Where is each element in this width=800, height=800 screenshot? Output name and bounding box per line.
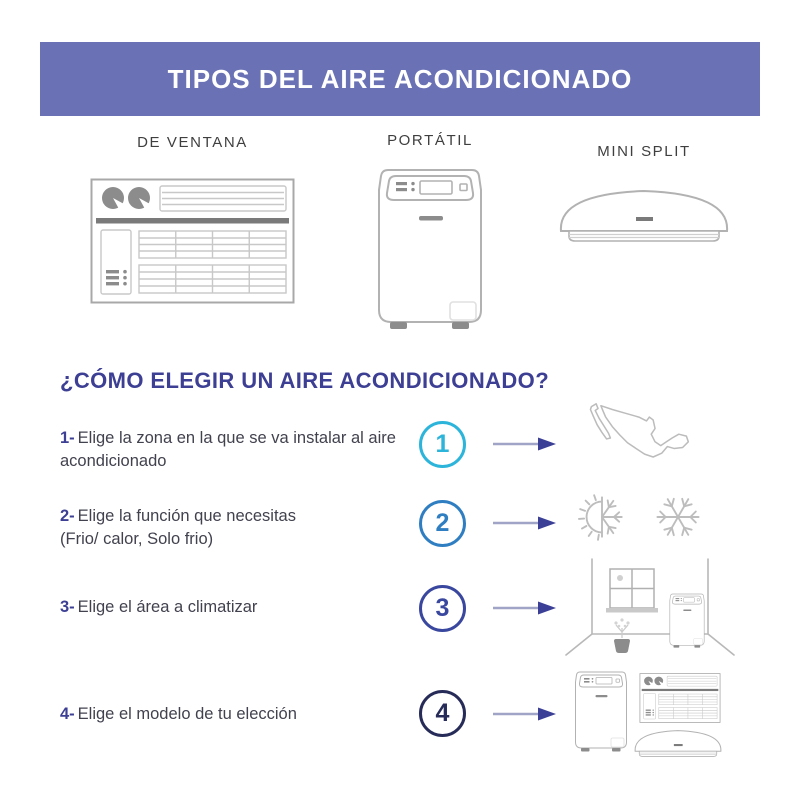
sun-snowflake-icon (572, 487, 632, 547)
portable-ac-icon (374, 164, 486, 336)
step-number: 2 (435, 509, 450, 537)
mexico-map-icon (578, 400, 696, 476)
step-3-text (60, 596, 432, 619)
label-mini-split: MINI SPLIT (597, 143, 691, 160)
label-de-ventana: DE VENTANA (137, 134, 248, 151)
step-3-badge (419, 585, 466, 632)
step-text-line (60, 505, 432, 528)
step-4-badge (419, 690, 466, 737)
snowflake-icon (648, 487, 708, 547)
step-text-line (60, 450, 432, 473)
guide-heading: ¿CÓMO ELEGIR UN AIRE ACONDICIONADO? (60, 368, 550, 393)
step-1-text (60, 427, 432, 473)
arrow-right-icon (492, 515, 558, 531)
window-ac-icon (90, 178, 295, 304)
page-title: TIPOS DEL AIRE ACONDICIONADO (167, 63, 633, 94)
step-text-part: (Frio/ calor, Solo frio) (60, 530, 214, 548)
step-3-number-label: 3- (60, 598, 75, 616)
title-banner (40, 42, 760, 116)
step-text-part: Elige el área a climatizar (77, 598, 258, 616)
step-2-text (60, 505, 432, 551)
function-icons (572, 487, 708, 547)
step-number: 1 (435, 430, 450, 458)
step-text-line (60, 528, 432, 551)
step-text-line (60, 427, 432, 450)
step-text-part: Elige la función que necesitas (77, 507, 296, 525)
step-1-number-label: 1- (60, 429, 75, 447)
step-4-text (60, 703, 432, 726)
step-number: 4 (435, 699, 450, 727)
ac-models-icon (565, 665, 727, 761)
step-text-line (60, 703, 432, 726)
arrow-right-icon (492, 600, 558, 616)
step-4-number-label: 4- (60, 705, 75, 723)
step-2-number-label: 2- (60, 507, 75, 525)
step-text-line (60, 596, 432, 619)
label-portatil: PORTÁTIL (387, 132, 473, 149)
arrow-right-icon (492, 706, 558, 722)
step-2-badge (419, 500, 466, 547)
step-text-part: acondicionado (60, 452, 167, 470)
room-climate-icon (562, 556, 738, 662)
arrow-right-icon (492, 436, 558, 452)
mini-split-icon (553, 184, 735, 246)
step-1-badge (419, 421, 466, 468)
step-text-part: Elige el modelo de tu elección (77, 705, 297, 723)
step-number: 3 (435, 594, 450, 622)
step-text-part: Elige la zona en la que se va instalar al aire (77, 429, 396, 447)
